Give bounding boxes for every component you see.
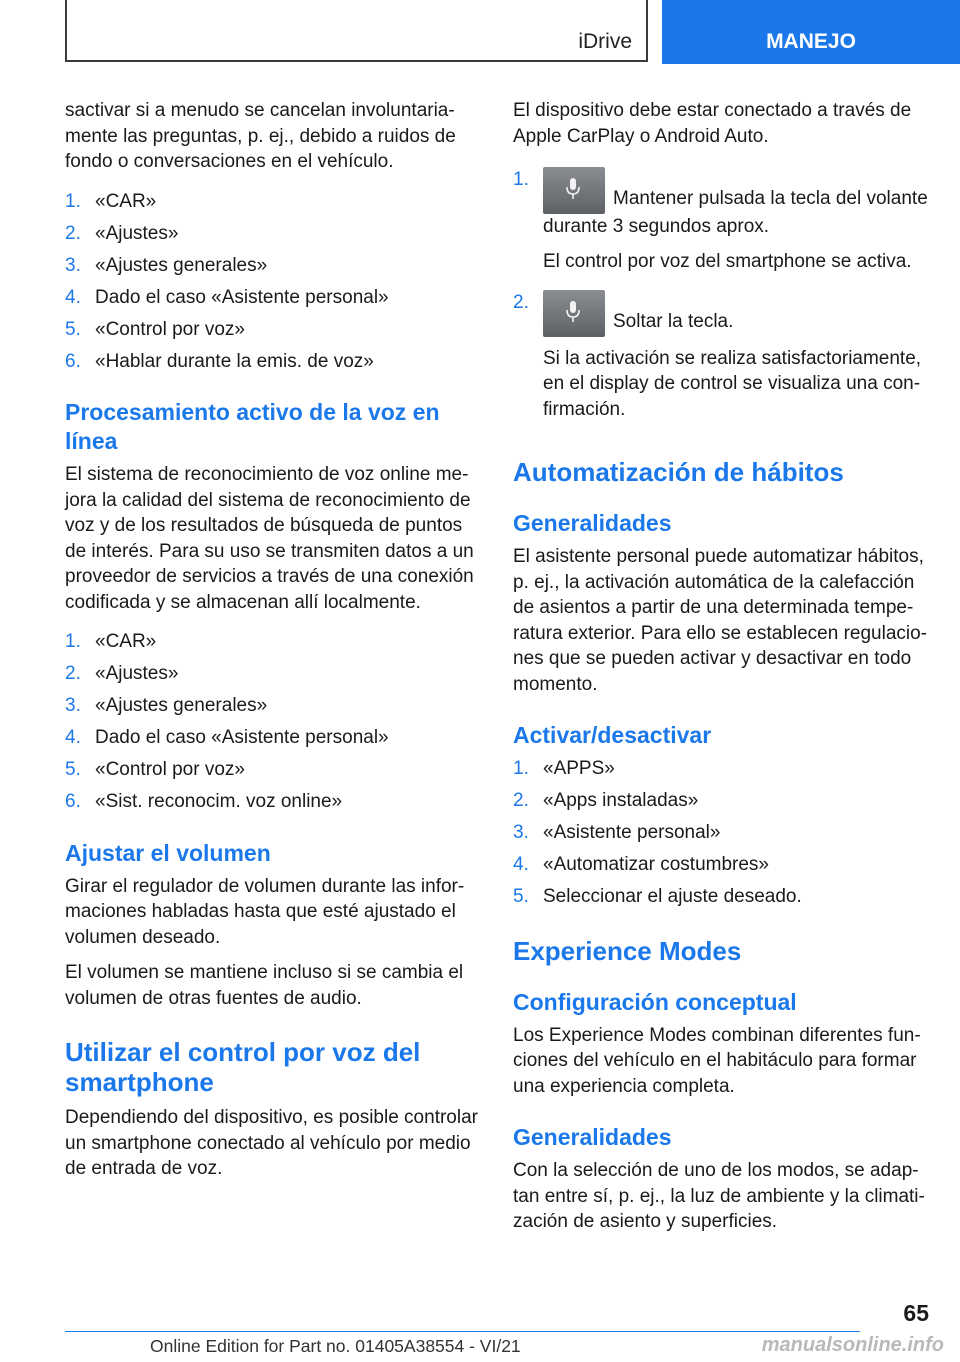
list-item bbox=[65, 189, 483, 215]
step-text bbox=[543, 290, 933, 337]
step-text: «Ajustes generales» bbox=[95, 695, 268, 716]
step-text: «CAR» bbox=[95, 190, 157, 212]
heading-volume: Ajustar el volumen bbox=[65, 839, 271, 866]
list-item bbox=[513, 884, 933, 910]
intro-paragraph-right: El dispositivo debe estar conectado a través de Apple CarPlay o Android Auto. bbox=[513, 100, 912, 147]
left-column bbox=[65, 98, 483, 1192]
step-number: 4. bbox=[65, 286, 81, 308]
step-number: 6. bbox=[65, 350, 81, 372]
step-text: Dado el caso «Asistente personal» bbox=[95, 286, 389, 308]
list-item bbox=[65, 693, 483, 719]
heading-smartphone-voice: Utilizar el control por voz del smartphone bbox=[65, 1037, 421, 1097]
step-number: 2. bbox=[65, 222, 81, 244]
list-item bbox=[513, 756, 933, 782]
paragraph-concept: Los Experience Modes combinan diferentes fun-ciones del vehículo en el habitáculo para formar una experiencia completa. bbox=[513, 1024, 921, 1097]
step-number: 2. bbox=[65, 663, 81, 684]
microphone-button-icon bbox=[543, 290, 605, 337]
heading-habits: Automatización de hábitos bbox=[513, 457, 844, 487]
list-item bbox=[513, 820, 933, 846]
step-text: «CAR» bbox=[95, 631, 157, 652]
steps-list-habits bbox=[513, 756, 933, 910]
paragraph-volume-2: El volumen se mantiene incluso si se cambia el volumen de otras fuentes de audio. bbox=[65, 962, 464, 1009]
step-number: 5. bbox=[65, 759, 81, 780]
watermark: manualsonline.info bbox=[761, 1334, 944, 1356]
list-item bbox=[513, 167, 933, 283]
list-item bbox=[513, 290, 933, 432]
step-number: 1. bbox=[65, 631, 81, 652]
step-text: «Ajustes generales» bbox=[95, 254, 268, 276]
step-number: 6. bbox=[65, 791, 81, 812]
step-number: 2. bbox=[513, 291, 529, 313]
paragraph-smartphone-voice: Dependiendo del dispositivo, es posible controlar un smartphone conectado al vehículo por medio de entrada de voz. bbox=[65, 1107, 478, 1179]
list-item bbox=[65, 757, 483, 783]
step-number: 4. bbox=[513, 854, 529, 875]
list-item bbox=[513, 788, 933, 814]
step-body bbox=[543, 167, 933, 283]
step-result: El control por voz del smartphone se activa. bbox=[543, 250, 912, 272]
right-column bbox=[513, 98, 933, 1245]
step-number: 5. bbox=[513, 886, 529, 907]
list-item bbox=[65, 789, 483, 815]
list-item bbox=[65, 661, 483, 687]
list-item bbox=[65, 221, 483, 247]
step-text: Seleccionar el ajuste deseado. bbox=[543, 886, 802, 907]
microphone-icon bbox=[566, 178, 580, 200]
paragraph-general-1: El asistente personal puede automatizar hábitos, p. ej., la activación automática de la calefacción de asientos a partir de una determinada tempe-ratura exterior. Para ello se establecen regulacio-nes que se pueden activar y desactivar en todo momento. bbox=[513, 546, 928, 695]
microphone-icon bbox=[566, 301, 580, 323]
list-item bbox=[513, 852, 933, 878]
step-number: 4. bbox=[65, 727, 81, 748]
paragraph-online-voice: El sistema de reconocimiento de voz online me-jora la calidad del sistema de reconocimiento de voz y de los resultados de búsqueda de puntos de interés. Para su uso se transmiten datos a un proveedor de servicios a través de una conexión codificada y se almacenan allí localmente. bbox=[65, 464, 474, 613]
step-text: «Asistente personal» bbox=[543, 822, 721, 843]
list-item bbox=[65, 253, 483, 279]
step-number: 1. bbox=[513, 758, 529, 779]
heading-online-voice: Procesamiento activo de la voz en línea bbox=[65, 399, 440, 454]
list-item bbox=[65, 629, 483, 655]
footer-divider bbox=[65, 1331, 860, 1332]
list-item bbox=[65, 725, 483, 751]
paragraph-general-2: Con la selección de uno de los modos, se adap-tan entre sí, p. ej., la luz de ambiente y la climati-zación de asiento y superficies. bbox=[513, 1160, 925, 1232]
list-item bbox=[65, 285, 483, 311]
step-result: Si la activación se realiza satisfactoriamente, en el display de control se visualiza una con-firmación. bbox=[543, 347, 922, 420]
list-item bbox=[65, 317, 483, 343]
step-text: «Ajustes» bbox=[95, 222, 179, 244]
page-number: 65 bbox=[903, 1300, 929, 1326]
chapter-tab: MANEJO bbox=[662, 0, 960, 64]
step-number: 1. bbox=[513, 169, 529, 190]
steps-list-online-voice bbox=[65, 629, 483, 815]
heading-general-1: Generalidades bbox=[513, 510, 672, 536]
footer-edition: Online Edition for Part no. 01405A38554 - VI/21 bbox=[150, 1336, 521, 1356]
heading-activate: Activar/desactivar bbox=[513, 722, 712, 748]
step-text: «APPS» bbox=[543, 758, 615, 779]
microphone-button-icon bbox=[543, 167, 605, 214]
section-title: iDrive bbox=[578, 30, 632, 53]
step-number: 3. bbox=[513, 822, 529, 843]
step-text: «Control por voz» bbox=[95, 759, 245, 780]
heading-general-2: Generalidades bbox=[513, 1124, 672, 1150]
steps-list-speak-during-voice bbox=[65, 189, 483, 375]
heading-experience-modes: Experience Modes bbox=[513, 935, 742, 966]
step-text: «Hablar durante la emis. de voz» bbox=[95, 350, 374, 372]
paragraph-volume-1: Girar el regulador de volumen durante las infor-maciones habladas hasta que esté ajustado el volumen deseado. bbox=[65, 875, 465, 948]
step-instruction: Soltar la tecla. bbox=[613, 310, 734, 332]
step-text: «Apps instaladas» bbox=[543, 790, 699, 811]
header-frame bbox=[65, 0, 648, 62]
list-item bbox=[65, 349, 483, 375]
step-number: 3. bbox=[65, 695, 81, 716]
steps-list-smartphone bbox=[513, 167, 933, 431]
step-text: Dado el caso «Asistente personal» bbox=[95, 727, 389, 748]
step-text: «Automatizar costumbres» bbox=[543, 854, 769, 875]
step-number: 2. bbox=[513, 790, 529, 811]
step-number: 5. bbox=[65, 318, 81, 340]
intro-paragraph: sactivar si a menudo se cancelan involuntaria-mente las preguntas, p. ej., debido a ruidos de fondo o conversaciones en el vehículo. bbox=[65, 100, 456, 172]
heading-concept: Configuración conceptual bbox=[513, 988, 797, 1015]
step-instruction: Mantener pulsada la tecla del volante durante 3 segundos aprox. bbox=[543, 188, 928, 237]
step-text bbox=[543, 167, 933, 240]
step-number: 3. bbox=[65, 254, 81, 276]
step-text: «Ajustes» bbox=[95, 663, 179, 684]
step-text: «Sist. reconocim. voz online» bbox=[95, 791, 343, 812]
step-number: 1. bbox=[65, 190, 81, 212]
step-text: «Control por voz» bbox=[95, 318, 245, 340]
step-body bbox=[543, 290, 933, 432]
